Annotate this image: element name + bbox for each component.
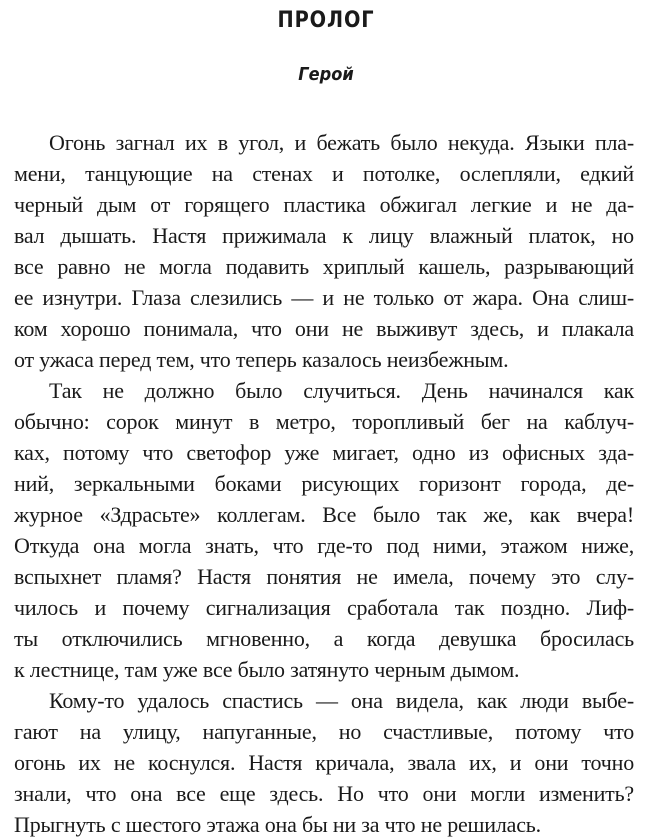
- text-line: ком хорошо понимала, что они не выживут здесь, и плакала: [14, 316, 634, 341]
- text-line: все равно не могла подавить хриплый кашель, разрывающий: [14, 254, 634, 279]
- text-line: вспыхнет пламя? Настя понятия не имела, почему это слу-: [14, 564, 634, 589]
- text-line: ках, потому что светофор уже мигает, одно из офисных зда-: [14, 440, 634, 465]
- text-line: Откуда она могла знать, что где-то под ними, этажом ниже,: [14, 533, 634, 558]
- text-line: знали, что она все еще здесь. Но что они могли изменить?: [14, 781, 634, 806]
- text-line: от ужаса перед тем, что теперь казалось неизбежным.: [14, 347, 509, 372]
- text-line: ее изнутри. Глаза слезились — и не только от жара. Она слиш-: [14, 285, 634, 310]
- text-line: мени, танцующие на стенах и потолке, ослепляли, едкий: [14, 161, 634, 186]
- text-line: Кому-то удалось спастись — она видела, как люди выбе-: [49, 688, 634, 713]
- body-text: [14, 127, 634, 840]
- text-line: Огонь загнал их в угол, и бежать было некуда. Языки пла-: [49, 130, 634, 155]
- text-line: гают на улицу, напуганные, но счастливые, потому что: [14, 719, 634, 744]
- text-line: чилось и почему сигнализация сработала так поздно. Лиф-: [14, 595, 634, 620]
- chapter-title: ПРОЛОГ: [277, 8, 375, 33]
- text-line: обычно: сорок минут в метро, торопливый бег на каблуч-: [14, 409, 634, 434]
- text-line: огонь их не коснулся. Настя кричала, звала их, и они точно: [14, 750, 634, 775]
- text-line: к лестнице, там уже все было затянуто черным дымом.: [14, 657, 520, 682]
- section-title: Герой: [298, 64, 354, 85]
- text-line: черный дым от горящего пластика обжигал легкие и не да-: [14, 192, 634, 217]
- text-line: Так не должно было случиться. День начинался как: [49, 378, 634, 403]
- text-line: ний, зеркальными боками рисующих горизонт города, де-: [14, 471, 634, 496]
- text-line: ты отключились мгновенно, а когда девушка бросилась: [14, 626, 634, 651]
- text-line: Прыгнуть с шестого этажа она бы ни за что не решилась.: [14, 812, 541, 837]
- text-line: вал дышать. Настя прижимала к лицу влажный платок, но: [14, 223, 634, 248]
- text-line: журное «Здрасьте» коллегам. Все было так же, как вчера!: [14, 502, 634, 527]
